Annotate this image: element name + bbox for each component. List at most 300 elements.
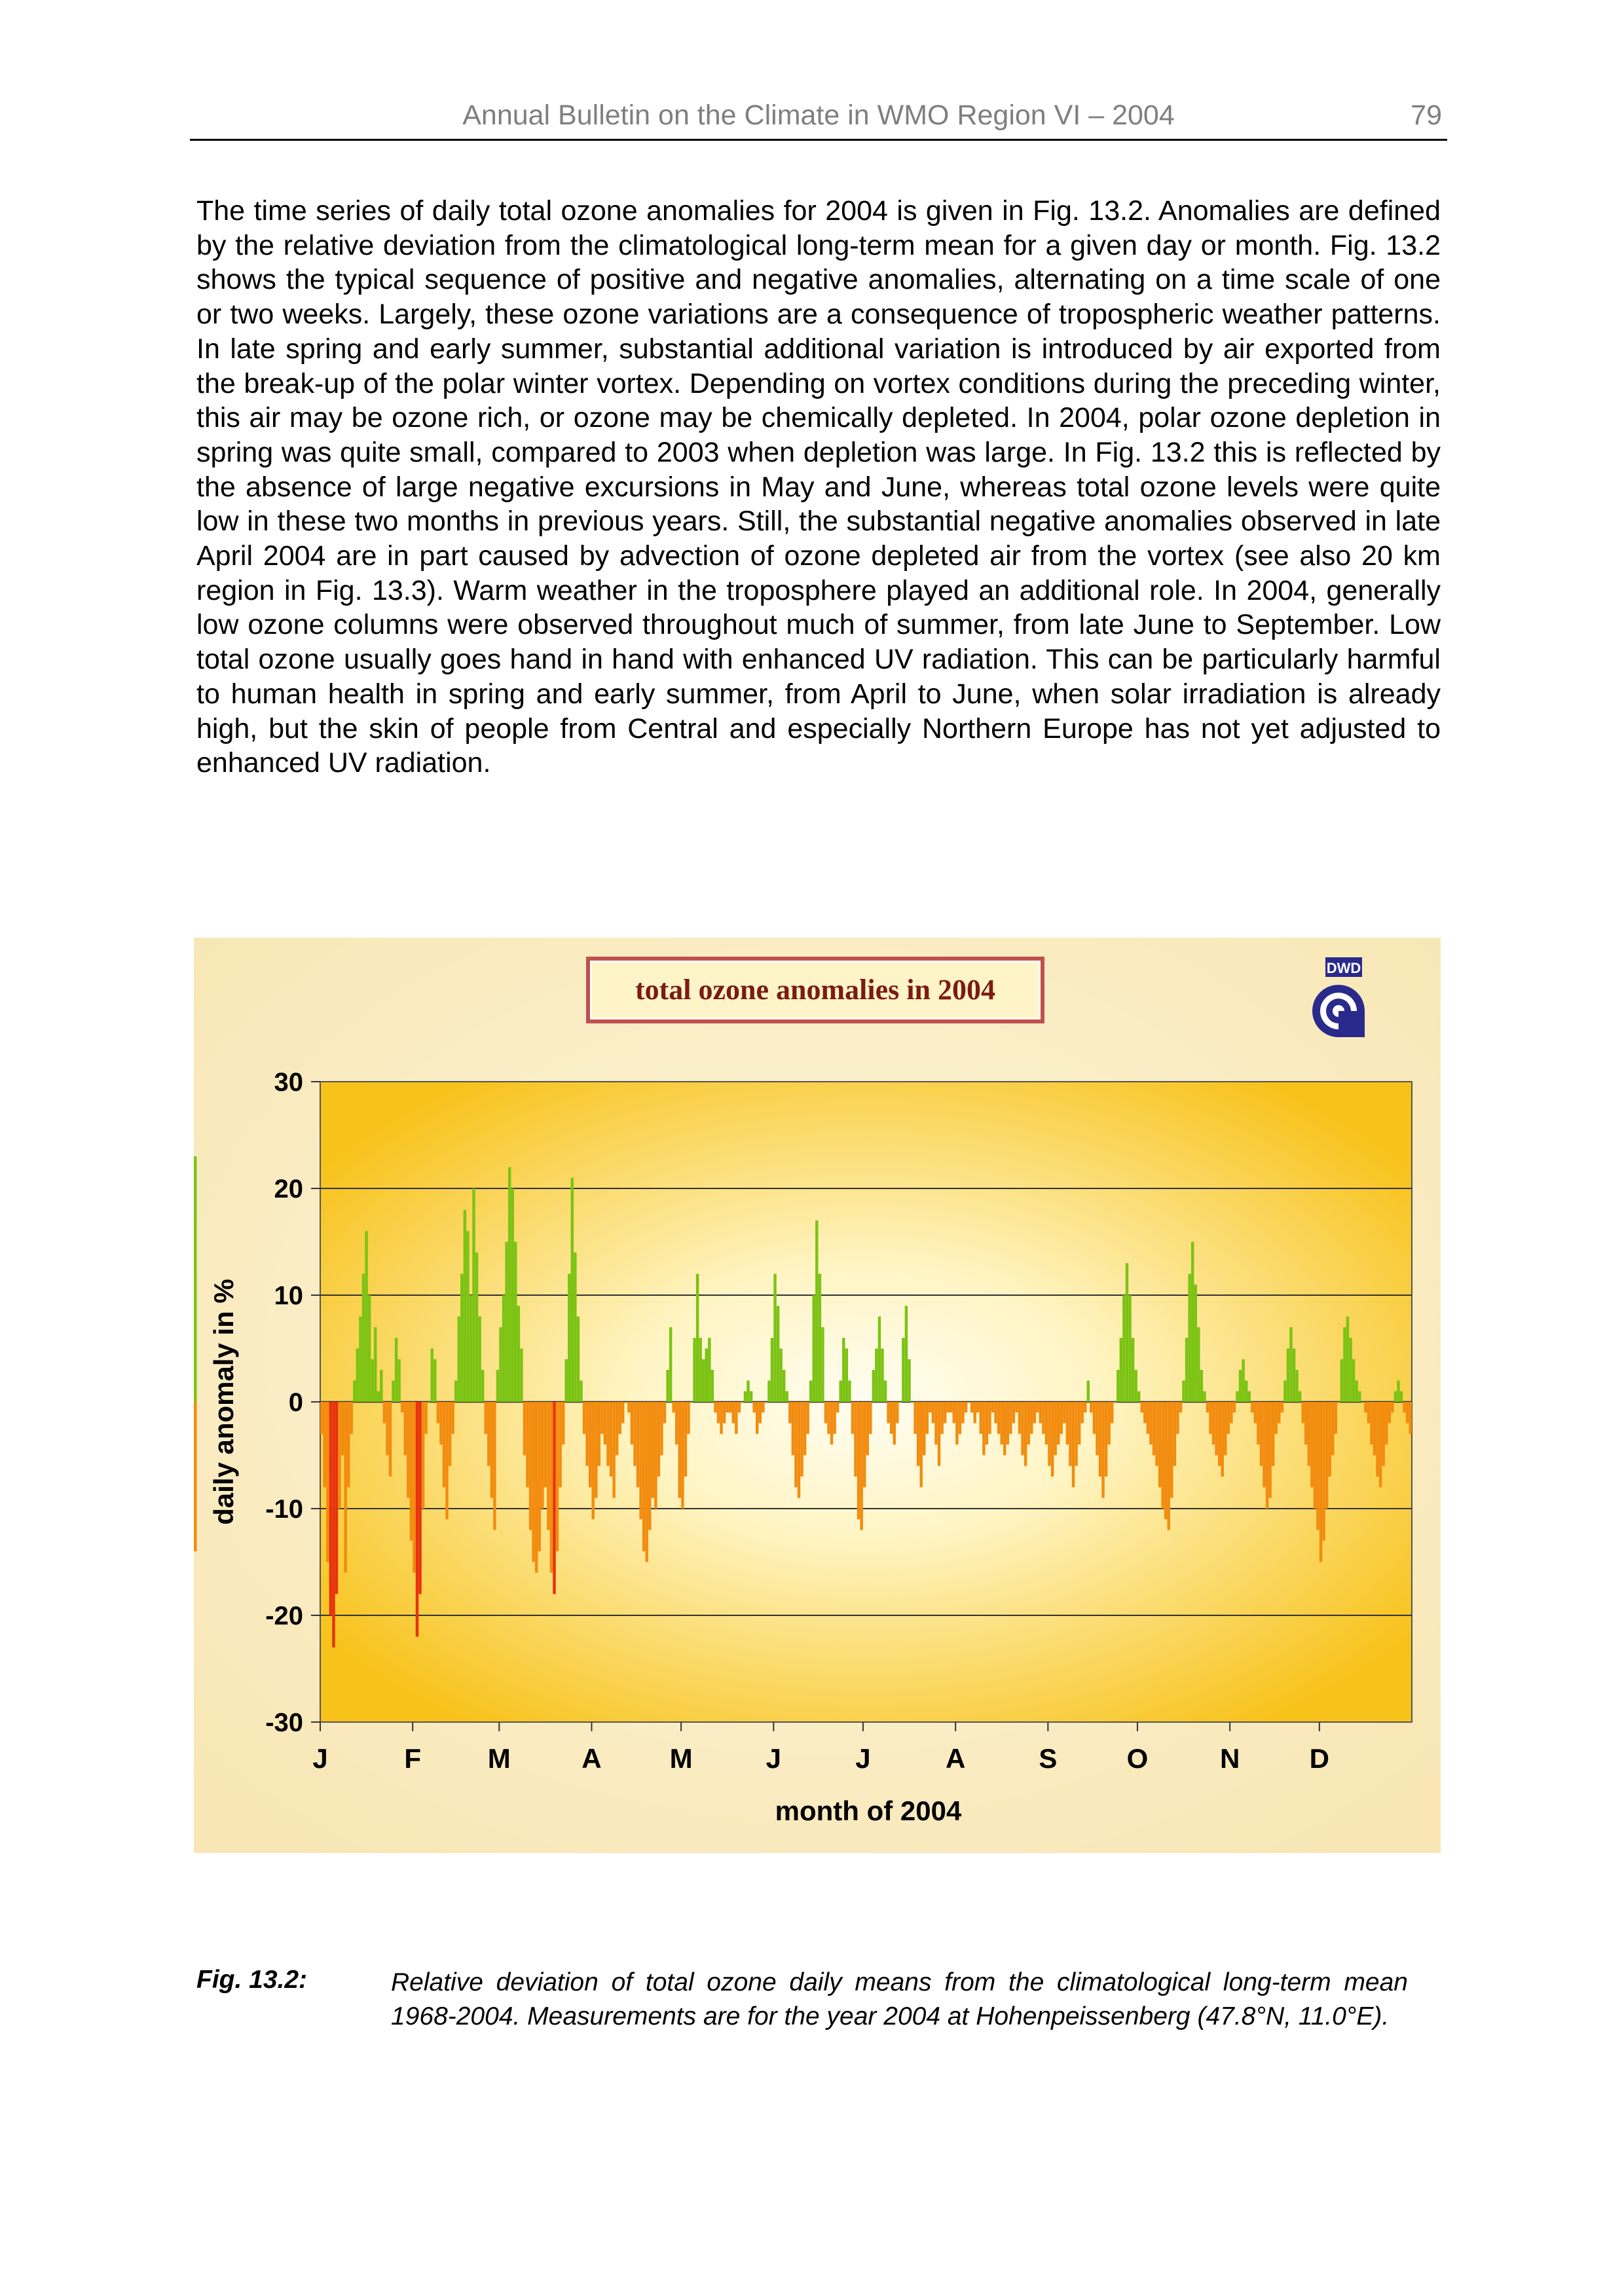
anomaly-bar (1114, 1402, 1116, 1403)
anomaly-bar (1170, 1402, 1173, 1498)
anomaly-bar (1364, 1402, 1367, 1412)
anomaly-bar (595, 1402, 597, 1498)
anomaly-bar (851, 1402, 854, 1434)
anomaly-bar (723, 1402, 726, 1423)
anomaly-bar (1128, 1295, 1131, 1402)
x-tick-label: M (487, 1743, 511, 1774)
anomaly-bar (1093, 1402, 1096, 1434)
anomaly-bar (1185, 1338, 1188, 1402)
anomaly-bar (1080, 1402, 1083, 1423)
anomaly-bar (1367, 1402, 1370, 1423)
anomaly-bar (940, 1402, 943, 1434)
anomaly-bar (663, 1402, 666, 1423)
anomaly-bar (1188, 1274, 1190, 1402)
anomaly-bar (762, 1402, 764, 1412)
anomaly-bar (1060, 1402, 1063, 1434)
anomaly-bar (1099, 1402, 1101, 1477)
anomaly-bar (970, 1402, 973, 1412)
page-number: 79 (1411, 100, 1442, 131)
anomaly-bar (544, 1402, 547, 1487)
anomaly-bar (568, 1274, 570, 1402)
anomaly-bar (580, 1380, 582, 1402)
anomaly-bar (926, 1402, 929, 1434)
anomaly-bar (902, 1338, 904, 1402)
anomaly-bar (1293, 1349, 1295, 1403)
anomaly-bar (1137, 1391, 1140, 1402)
x-tick-label: J (855, 1743, 871, 1774)
anomaly-bar (383, 1402, 386, 1423)
anomaly-bar (792, 1402, 794, 1456)
anomaly-bar (1191, 1242, 1194, 1403)
anomaly-bar (1376, 1402, 1378, 1477)
anomaly-bar (1287, 1349, 1289, 1403)
anomaly-bar (1385, 1402, 1388, 1444)
anomaly-bar (520, 1349, 523, 1403)
anomaly-bar (1057, 1402, 1060, 1444)
anomaly-bar (496, 1370, 499, 1402)
anomaly-bar (428, 1402, 430, 1403)
anomaly-bar (1197, 1327, 1200, 1402)
anomaly-bar (1122, 1295, 1125, 1402)
anomaly-bar (532, 1402, 534, 1562)
anomaly-bar (353, 1380, 356, 1402)
y-tick-label: -30 (265, 1708, 303, 1737)
anomaly-bar (777, 1306, 779, 1402)
anomaly-bar (514, 1242, 517, 1403)
anomaly-bar (562, 1402, 564, 1444)
anomaly-bar (1227, 1402, 1230, 1434)
anomaly-bar (980, 1402, 982, 1434)
anomaly-bar (1072, 1402, 1075, 1487)
anomaly-bar (976, 1402, 979, 1412)
anomaly-bar (1063, 1402, 1065, 1423)
y-tick-label: -10 (265, 1495, 303, 1524)
anomaly-bar (959, 1402, 961, 1434)
anomaly-bar (1272, 1402, 1274, 1466)
anomaly-bar (1000, 1402, 1003, 1444)
anomaly-bar (1036, 1402, 1039, 1412)
anomaly-bar (666, 1370, 669, 1402)
anomaly-bar (929, 1402, 931, 1412)
anomaly-bar (953, 1402, 955, 1423)
anomaly-bar (1078, 1402, 1080, 1444)
anomaly-bar (848, 1380, 851, 1402)
anomaly-bar (490, 1402, 493, 1498)
anomaly-bar (1018, 1402, 1021, 1434)
anomaly-bar (988, 1402, 991, 1434)
anomaly-bar (493, 1402, 496, 1530)
anomaly-bar (631, 1402, 633, 1444)
anomaly-bar (1257, 1402, 1259, 1444)
anomaly-bar (1301, 1402, 1304, 1423)
anomaly-bar (639, 1402, 642, 1519)
anomaly-bar (418, 1402, 421, 1594)
dwd-logo-graphic (1301, 957, 1373, 1042)
anomaly-bar (1209, 1402, 1211, 1434)
anomaly-bar (884, 1380, 887, 1402)
anomaly-bar (1358, 1391, 1361, 1402)
anomaly-bar (1224, 1402, 1227, 1456)
anomaly-bar (464, 1210, 466, 1402)
anomaly-bar (541, 1402, 544, 1509)
anomaly-bar (1212, 1402, 1215, 1444)
x-tick-label: A (581, 1743, 602, 1774)
anomaly-bar (747, 1380, 749, 1402)
anomaly-bar (1179, 1402, 1182, 1412)
anomaly-bar (470, 1295, 472, 1402)
anomaly-bar (380, 1370, 382, 1402)
anomaly-bar (1242, 1359, 1244, 1402)
anomaly-bar (738, 1402, 741, 1412)
x-tick-label: O (1126, 1743, 1149, 1774)
anomaly-bar (806, 1402, 809, 1434)
anomaly-bar (1310, 1402, 1313, 1487)
anomaly-bar (1247, 1391, 1250, 1402)
anomaly-bar (1373, 1402, 1376, 1456)
anomaly-bar (934, 1402, 937, 1444)
anomaly-bar (908, 1359, 910, 1402)
anomaly-bar (1314, 1402, 1316, 1509)
caption-label: Fig. 13.2: (196, 1966, 308, 1994)
anomaly-bar (431, 1349, 434, 1403)
anomaly-bar (1394, 1391, 1397, 1402)
chart-title: total ozone anomalies in 2004 (635, 974, 995, 1006)
anomaly-bar (1030, 1402, 1033, 1434)
anomaly-bar (660, 1402, 663, 1456)
y-tick-label: 10 (274, 1281, 303, 1310)
anomaly-bar (1182, 1380, 1185, 1402)
anomaly-bar (994, 1402, 997, 1423)
anomaly-bar (475, 1253, 478, 1402)
anomaly-bar (1111, 1402, 1113, 1423)
anomaly-bar (1066, 1402, 1069, 1444)
anomaly-bar (329, 1402, 332, 1615)
anomaly-bar (1320, 1402, 1322, 1562)
x-tick-label: A (945, 1743, 966, 1774)
anomaly-bar (905, 1306, 908, 1402)
anomaly-bar (991, 1402, 994, 1412)
anomaly-bar (1274, 1402, 1277, 1434)
anomaly-bar (923, 1402, 925, 1456)
anomaly-bar (1039, 1402, 1042, 1423)
anomaly-bar (1096, 1402, 1098, 1456)
anomaly-bar (439, 1402, 442, 1444)
anomaly-bar (1155, 1402, 1158, 1466)
anomaly-bar (783, 1370, 785, 1402)
anomaly-bar (585, 1402, 588, 1466)
anomaly-bar (866, 1402, 869, 1456)
anomaly-bar (938, 1402, 940, 1466)
anomaly-bar (591, 1402, 594, 1519)
anomaly-bar (1340, 1359, 1343, 1402)
anomaly-bar (1027, 1402, 1029, 1444)
anomaly-bar (344, 1402, 346, 1573)
anomaly-bar (1033, 1402, 1036, 1423)
anomaly-bar (714, 1402, 716, 1412)
anomaly-bar (616, 1402, 618, 1456)
anomaly-bar (559, 1402, 561, 1487)
anomaly-bar (365, 1231, 367, 1402)
anomaly-bar (1215, 1402, 1217, 1456)
anomaly-bar (350, 1402, 353, 1434)
anomaly-bar (633, 1402, 636, 1466)
anomaly-bar (1289, 1327, 1292, 1402)
anomaly-bar (338, 1402, 341, 1509)
anomaly-bar (944, 1402, 946, 1423)
anomaly-bar (830, 1402, 833, 1444)
anomaly-bar (819, 1274, 821, 1402)
anomaly-bar (1015, 1402, 1018, 1412)
anomaly-bar (765, 1402, 767, 1403)
anomaly-bar (1409, 1402, 1411, 1434)
anomaly-bar (478, 1317, 481, 1402)
anomaly-bar (1236, 1391, 1238, 1402)
anomaly-bar (732, 1402, 735, 1423)
anomaly-bar (798, 1402, 800, 1498)
anomaly-bar (1268, 1402, 1271, 1498)
anomaly-bar (621, 1402, 624, 1423)
anomaly-bar (1194, 1285, 1197, 1402)
anomaly-bar (389, 1402, 392, 1477)
anomaly-bar (1164, 1402, 1167, 1519)
anomaly-bar (854, 1402, 857, 1477)
anomaly-bar (1343, 1327, 1346, 1402)
anomaly-bar (511, 1188, 514, 1402)
anomaly-bar (684, 1402, 687, 1477)
anomaly-bar (466, 1231, 469, 1402)
anomaly-bar (699, 1338, 701, 1402)
dwd-logo-text: DWD (1326, 960, 1361, 976)
anomaly-bar (571, 1178, 574, 1402)
anomaly-bar (1120, 1338, 1122, 1402)
anomaly-bar (1116, 1370, 1119, 1402)
anomaly-bar (690, 1402, 693, 1403)
anomaly-bar (1203, 1391, 1206, 1402)
anomaly-bar (705, 1349, 708, 1403)
anomaly-bar (556, 1402, 559, 1551)
anomaly-bar (899, 1402, 902, 1403)
anomaly-bar (499, 1327, 502, 1402)
anomaly-bar (598, 1402, 600, 1466)
anomaly-bar (950, 1402, 952, 1412)
anomaly-bar (1126, 1263, 1128, 1402)
anomaly-bar (1325, 1402, 1328, 1509)
anomaly-bar (1281, 1402, 1283, 1412)
anomaly-bar (320, 1402, 323, 1434)
anomaly-bar (460, 1274, 463, 1402)
x-tick-label: F (404, 1743, 422, 1774)
anomaly-bar (1042, 1402, 1044, 1434)
anomaly-bar (1173, 1402, 1176, 1466)
anomaly-bar (803, 1402, 806, 1456)
anomaly-bar (550, 1402, 553, 1573)
anomaly-bar (913, 1402, 916, 1434)
anomaly-bar (356, 1349, 359, 1403)
anomaly-bar (786, 1391, 788, 1402)
anomaly-bar (1147, 1402, 1149, 1434)
anomaly-bar (600, 1402, 603, 1434)
anomaly-bar (194, 1156, 196, 1402)
anomaly-bar (696, 1274, 699, 1402)
anomaly-bar (693, 1338, 695, 1402)
anomaly-bar (824, 1402, 827, 1423)
y-tick-label: 0 (288, 1388, 303, 1417)
anomaly-bar (845, 1349, 848, 1403)
anomaly-bar (472, 1188, 475, 1402)
anomaly-bar (821, 1327, 824, 1402)
anomaly-bar (896, 1402, 898, 1423)
anomaly-bar (863, 1402, 866, 1487)
anomaly-bar (687, 1402, 690, 1434)
anomaly-bar (1132, 1338, 1134, 1402)
anomaly-bar (606, 1402, 609, 1466)
anomaly-bar (1087, 1380, 1090, 1402)
dwd-spiral-logo-icon (1301, 957, 1373, 1042)
anomaly-bar (1153, 1402, 1155, 1456)
anomaly-bar (875, 1349, 877, 1403)
anomaly-bar (1403, 1402, 1405, 1412)
anomaly-bar (657, 1402, 660, 1477)
anomaly-bar (946, 1402, 949, 1412)
anomaly-bar (535, 1402, 538, 1573)
anomaly-bar (386, 1402, 388, 1456)
anomaly-bar (485, 1402, 487, 1434)
anomaly-bar (362, 1274, 365, 1402)
anomaly-bar (741, 1402, 743, 1403)
anomaly-bar (815, 1221, 818, 1402)
anomaly-bar (1349, 1338, 1352, 1402)
anomaly-bar (1346, 1317, 1349, 1402)
anomaly-bar (1054, 1402, 1056, 1456)
anomaly-bar (1379, 1402, 1382, 1487)
anomaly-bar (610, 1402, 612, 1477)
anomaly-bar (1168, 1402, 1170, 1530)
anomaly-bar (1337, 1402, 1340, 1403)
anomaly-bar (986, 1402, 988, 1444)
anomaly-bar (967, 1402, 970, 1403)
anomaly-bar (672, 1402, 674, 1412)
anomaly-bar (1352, 1359, 1355, 1402)
anomaly-bar (434, 1359, 436, 1402)
anomaly-bar (911, 1402, 913, 1403)
anomaly-bar (1048, 1402, 1050, 1466)
anomaly-bar (955, 1402, 958, 1444)
anomaly-bar (982, 1402, 985, 1456)
anomaly-bar (1158, 1402, 1161, 1487)
anomaly-bar (526, 1402, 528, 1487)
anomaly-bar (648, 1402, 651, 1530)
anomaly-bar (422, 1402, 424, 1509)
anomaly-bar (445, 1402, 448, 1519)
anomaly-bar (401, 1402, 403, 1412)
anomaly-bar (1245, 1380, 1247, 1402)
anomaly-bar (1331, 1402, 1334, 1456)
anomaly-bar (1328, 1402, 1331, 1477)
anomaly-bar (1355, 1380, 1357, 1402)
anomaly-bar (627, 1402, 630, 1412)
anomaly-bar (1105, 1402, 1107, 1477)
anomaly-bar (645, 1402, 648, 1562)
anomaly-bar (553, 1402, 555, 1594)
anomaly-bar (809, 1380, 812, 1402)
anomaly-bar (642, 1402, 645, 1551)
anomaly-bar (654, 1402, 657, 1509)
anomaly-bar (779, 1349, 782, 1403)
anomaly-bar (794, 1402, 797, 1487)
anomaly-bar (1239, 1370, 1242, 1402)
anomaly-bar (1200, 1370, 1203, 1402)
x-tick-label: S (1039, 1743, 1058, 1774)
anomaly-bar (194, 1402, 196, 1456)
ozone-anomaly-figure (194, 938, 1441, 1853)
anomaly-bar (1069, 1402, 1071, 1466)
y-tick-label: -20 (265, 1602, 303, 1630)
anomaly-bar (1143, 1402, 1146, 1423)
anomaly-bar (973, 1402, 976, 1423)
anomaly-bar (1045, 1402, 1048, 1444)
anomaly-bar (413, 1402, 415, 1573)
x-axis-label: month of 2004 (775, 1795, 962, 1826)
anomaly-bar (395, 1338, 397, 1402)
anomaly-bar (1221, 1402, 1224, 1477)
anomaly-bar (678, 1402, 681, 1498)
anomaly-bar (869, 1402, 872, 1434)
anomaly-bar (625, 1402, 627, 1403)
anomaly-bar (523, 1402, 526, 1456)
anomaly-bar (1003, 1402, 1006, 1456)
anomaly-bar (932, 1402, 934, 1423)
anomaly-bar (919, 1402, 922, 1487)
anomaly-bar (1388, 1402, 1391, 1423)
anomaly-bar (502, 1295, 505, 1402)
anomaly-bar (1316, 1402, 1319, 1530)
anomaly-bar (359, 1317, 361, 1402)
anomaly-bar (341, 1402, 344, 1456)
anomaly-bar (1176, 1402, 1179, 1434)
caption-text: Relative deviation of total ozone daily means from the climatological long-term mean 1968-2004. Measurements are for the year 2004 at Hohenpeissenberg (47.8°N, 11.0°E). (391, 1968, 1408, 2030)
anomaly-bar (1254, 1402, 1257, 1423)
anomaly-bar (750, 1391, 752, 1402)
anomaly-bar (681, 1402, 684, 1509)
anomaly-bar (720, 1402, 722, 1434)
anomaly-bar (833, 1402, 836, 1434)
anomaly-bar (612, 1402, 615, 1498)
anomaly-bar (529, 1402, 532, 1530)
anomaly-bar (771, 1338, 773, 1402)
anomaly-bar (1406, 1402, 1409, 1423)
anomaly-bar (454, 1380, 457, 1402)
anomaly-bar (332, 1402, 335, 1647)
anomaly-bar (965, 1402, 967, 1412)
anomaly-bar (836, 1402, 839, 1412)
anomaly-bar (1397, 1380, 1399, 1402)
anomaly-bar (1233, 1402, 1236, 1412)
anomaly-bar (756, 1402, 758, 1434)
anomaly-bar (517, 1306, 520, 1402)
anomaly-bar (1141, 1402, 1143, 1412)
anomaly-bar (872, 1370, 875, 1402)
anomaly-bar (827, 1402, 830, 1434)
anomaly-bar (404, 1402, 407, 1456)
anomaly-bar (1161, 1402, 1164, 1509)
anomaly-bar (397, 1359, 400, 1402)
anomaly-bar (890, 1402, 893, 1434)
anomaly-bar (860, 1402, 862, 1530)
anomaly-bar (1391, 1402, 1393, 1412)
anomaly-bar (1335, 1402, 1337, 1434)
anomaly-bar (505, 1242, 507, 1403)
anomaly-bar (652, 1402, 654, 1498)
